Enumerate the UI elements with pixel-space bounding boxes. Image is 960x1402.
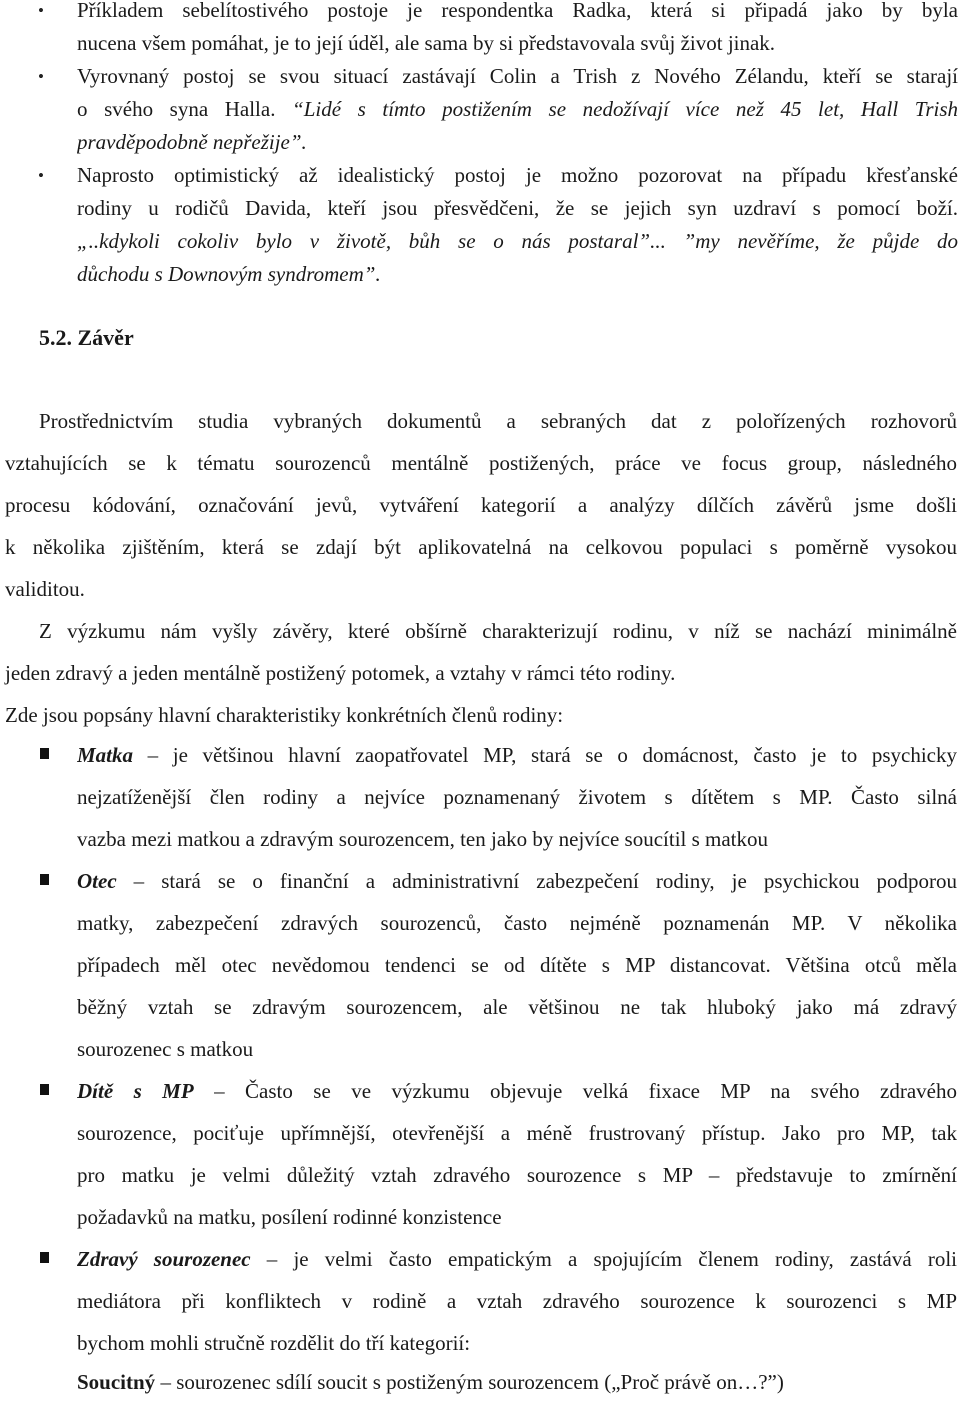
paragraph-line: Zde jsou popsány hlavní charakteristiky konkrétních členů rodiny: (5, 703, 564, 727)
list-item-dite-s-mp (0, 1070, 960, 1238)
list-item-line (77, 734, 957, 776)
list-item-line (77, 860, 957, 902)
list-item-line: mediátora při konfliktech v rodině a vztah zdravého sourozence k sourozenci s MP (77, 1289, 957, 1313)
paragraph-line: procesu kódování, označování jevů, vytváření kategorií a analýzy dílčích závěrů jsme došli (5, 493, 957, 517)
role-text: – je většinou hlavní zaopatřovatel MP, stará se o domácnost, často je to psychicky (133, 743, 957, 767)
list-item (0, 159, 960, 291)
list-item-line: nejzatíženější člen rodiny a nejvíce poznamenaný životem s dítětem s MP. Často silná (77, 785, 957, 809)
list-item-line: bychom mohli stručně rozdělit do tří kategorií: (77, 1331, 471, 1355)
category-term: Soucitný (77, 1370, 156, 1394)
square-bullet-icon (40, 748, 49, 759)
list-item-otec (0, 860, 960, 1070)
paragraph-line: k několika zjištěním, která se zdají být aplikovatelná na celkovou populaci s poměrně vysokou (5, 535, 957, 559)
role-text: – je velmi často empatickým a spojujícím členem rodiny, zastává roli (250, 1247, 957, 1271)
role-term: Zdravý sourozenec (77, 1247, 251, 1271)
list-item-text: o svého syna Halla. (77, 97, 276, 121)
quote-text: “Lidé s tímto postižením se nedožívají více než 45 let, Hall Trish (292, 97, 958, 121)
paragraph (0, 610, 960, 694)
paragraph-line: Prostřednictvím studia vybraných dokumentů a sebraných dat z polořízených rozhovorů (39, 409, 957, 433)
list-item-line (77, 1238, 957, 1280)
list-item-line: rodiny u rodičů Davida, kteří jsou přesvědčeni, že se jejich syn uzdraví s pomocí boží. (77, 196, 958, 220)
category-line (77, 1362, 957, 1402)
quote-text: důchodu s Downovým syndromem”. (77, 262, 381, 286)
list-item-matka (0, 734, 960, 860)
paragraph-line: jeden zdravý a jeden mentálně postižený potomek, a vztahy v rámci této rodiny. (5, 661, 676, 685)
list-item (0, 60, 960, 159)
list-item-line: případech měl otec nevědomou tendenci se od dítěte s MP distancovat. Většina otců měla (77, 953, 957, 977)
square-bullet-icon (40, 1252, 49, 1263)
list-item-line: požadavků na matku, posílení rodinné konzistence (77, 1205, 502, 1229)
paragraph (0, 694, 960, 736)
bullet-list (0, 0, 960, 297)
conclusion-body (0, 400, 960, 736)
list-item-line: pro matku je velmi důležitý vztah zdravého sourozence s MP – představuje to zmírnění (77, 1163, 957, 1187)
list-item-line-with-quote (77, 93, 958, 126)
bullet-dot-icon: • (38, 67, 44, 86)
role-text: – stará se o finanční a administrativní zabezpečení rodiny, je psychickou podporou (116, 869, 957, 893)
role-term: Dítě s MP (77, 1079, 194, 1103)
list-item-line: Příkladem sebelítostivého postoje je respondentka Radka, která si připadá jako by byla (77, 0, 958, 22)
paragraph-line: Z výzkumu nám vyšly závěry, které obšírně charakterizují rodinu, v níž se nachází minimálně (39, 619, 957, 643)
role-text: – Často se ve výzkumu objevuje velká fixace MP na svého zdravého (193, 1079, 957, 1103)
list-item-line: nucena všem pomáhat, je to její úděl, ale sama by si představovala svůj život jinak. (77, 31, 776, 55)
list-item-zdravy-sourozenec (0, 1238, 960, 1364)
list-item-line: Naprosto optimistický až idealistický postoj je možno pozorovat na případu křesťanské (77, 163, 958, 187)
category-soucitny (77, 1362, 957, 1402)
list-item-line (77, 1070, 957, 1112)
quote-text: pravděpodobně nepřežije”. (77, 130, 307, 154)
list-item-line: vazba mezi matkou a zdravým sourozencem, ten jako by nejvíce soucítil s matkou (77, 827, 769, 851)
list-item-line: sourozenec s matkou (77, 1037, 254, 1061)
bullet-dot-icon: • (38, 166, 44, 185)
section-heading: 5.2. Závěr (39, 325, 134, 350)
list-item (0, 0, 960, 60)
paragraph-line: vztahujících se k tématu sourozenců mentálně postižených, práce ve focus group, následného (5, 451, 957, 475)
list-item-line: sourozence, pociťuje upřímnější, otevřenější a méně frustrovaný přístup. Jako pro MP, tak (77, 1121, 957, 1145)
role-term: Matka (77, 743, 134, 767)
paragraph (0, 400, 960, 610)
paragraph-line: validitou. (5, 577, 85, 601)
roles-list (0, 734, 960, 1364)
list-item-line: matky, zabezpečení zdravých sourozenců, často nejméně poznamenán MP. V několika (77, 911, 957, 935)
square-bullet-icon (40, 874, 49, 885)
square-bullet-icon (40, 1084, 49, 1095)
category-text: – sourozenec sdílí soucit s postiženým sourozencem („Proč právě on…?”) (155, 1370, 784, 1394)
bullet-dot-icon: • (38, 1, 44, 20)
list-item-line: běžný vztah se zdravým sourozencem, ale většinou ne tak hluboký jako má zdravý (77, 995, 957, 1019)
list-item-line: Vyrovnaný postoj se svou situací zastávají Colin a Trish z Nového Zélandu, kteří se starají (77, 64, 958, 88)
quote-text: „..kdykoli cokoliv bylo v životě, bůh se o nás postaral”... ”my nevěříme, že půjde do (77, 229, 958, 253)
role-term: Otec (77, 869, 117, 893)
